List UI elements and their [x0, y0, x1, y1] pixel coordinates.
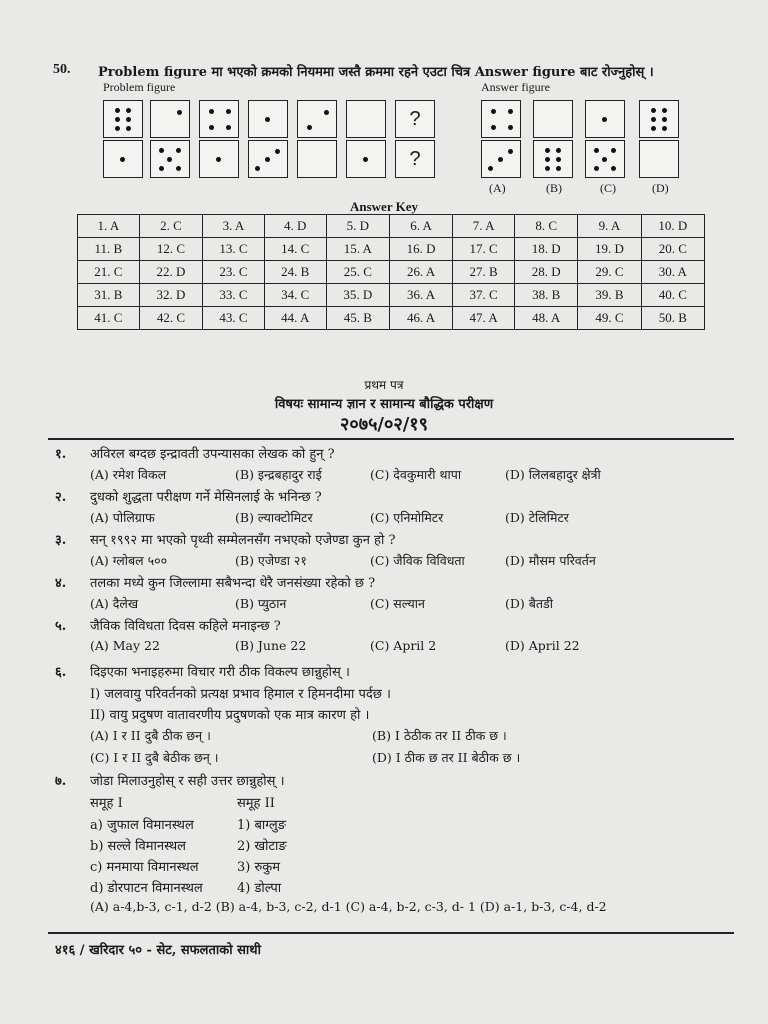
option-b[interactable]: (B) ल्याक्टोमिटर	[235, 510, 313, 525]
question-number: ६.	[55, 665, 67, 680]
match-left-item: b) सल्ले विमानस्थल	[90, 839, 186, 854]
answer-key-cell: 22. D	[139, 261, 202, 284]
answer-key-cell: 3. A	[203, 215, 265, 238]
match-right-item: 2) खोटाङ	[237, 839, 287, 854]
option-d[interactable]: (D) I ठीक छ तर II बेठीक छ ।	[372, 750, 521, 765]
match-answer-options[interactable]: (A) a-4,b-3, c-1, d-2 (B) a-4, b-3, c-2, d-1 (C) a-4, b-2, c-3, d- 1 (D) a-1, b-3, c-4, d-2	[90, 899, 607, 914]
exam-date: २०७५/०२/१९	[339, 414, 429, 435]
question-text: तलका मध्ये कुन जिल्लामा सबैभन्दा धेरै जनसंख्या रहेको छ ?	[90, 576, 376, 591]
figure-box-unknown: ?	[395, 100, 435, 138]
answer-key-cell: 15. A	[326, 238, 389, 261]
answer-key-cell: 41. C	[78, 307, 140, 330]
footer-divider	[48, 932, 734, 934]
answer-key-cell: 17. C	[453, 238, 515, 261]
figure-box	[346, 140, 386, 178]
answer-option-a[interactable]	[481, 100, 521, 138]
answer-key-cell: 4. D	[264, 215, 326, 238]
question-text: दिइएका भनाइहरुमा विचार गरी ठीक विकल्प छान्नुहोस् ।	[90, 665, 350, 680]
answer-key-cell: 10. D	[641, 215, 704, 238]
answer-key-cell: 35. D	[326, 284, 389, 307]
answer-option-c[interactable]	[585, 100, 625, 138]
figure-box	[150, 100, 190, 138]
option-c[interactable]: (C) April 2	[370, 638, 437, 653]
option-a[interactable]: (A) पोलिग्राफ	[90, 510, 155, 525]
option-c[interactable]: (C) देवकुमारी थापा	[370, 467, 462, 482]
option-a[interactable]: (A) दैलेख	[90, 596, 139, 611]
figure-box	[103, 140, 143, 178]
answer-key-cell: 21. C	[78, 261, 140, 284]
option-d[interactable]: (D) लिलबहादुर क्षेत्री	[505, 467, 601, 482]
figure-box	[346, 100, 386, 138]
figure-box	[248, 100, 288, 138]
answer-key-cell: 38. B	[515, 284, 578, 307]
answer-key-cell: 19. D	[578, 238, 641, 261]
match-left-item: a) जुफाल विमानस्थल	[90, 818, 194, 833]
option-label: (B)	[546, 181, 562, 195]
option-c[interactable]: (C) I र II दुबै बेठीक छन् ।	[90, 750, 219, 765]
option-d[interactable]: (D) टेलिमिटर	[505, 510, 569, 525]
option-c[interactable]: (C) सल्यान	[370, 596, 425, 611]
answer-key-row	[78, 215, 705, 238]
answer-key-cell: 11. B	[78, 238, 140, 261]
option-d[interactable]: (D) April 22	[505, 638, 580, 653]
figure-box	[150, 140, 190, 178]
answer-key-cell: 12. C	[139, 238, 202, 261]
answer-figure-label: Answer figure	[481, 80, 550, 94]
statement-2: II) वायु प्रदुषण वातावरणीय प्रदुषणको एक मात्र कारण हो ।	[90, 708, 370, 723]
question-text: Problem figure मा भएको क्रमको नियममा जस्तै क्रममा रहने एउटा चित्र Answer figure बाट रोज्नुहोस् ।	[98, 65, 654, 80]
option-a[interactable]: (A) रमेश विकल	[90, 467, 167, 482]
answer-key-cell: 46. A	[389, 307, 452, 330]
answer-key-cell: 9. A	[578, 215, 641, 238]
option-a[interactable]: (A) I र II दुबै ठीक छन् ।	[90, 728, 211, 743]
statement-1: I) जलवायु परिवर्तनको प्रत्यक्ष प्रभाव हिमाल र हिमनदीमा पर्दछ ।	[90, 687, 391, 702]
option-b[interactable]: (B) एजेण्डा २१	[235, 553, 307, 568]
question-number: १.	[55, 447, 67, 462]
answer-key-cell: 47. A	[453, 307, 515, 330]
question-text: अविरल बग्दछ इन्द्रावती उपन्यासका लेखक को हुन् ?	[90, 447, 335, 462]
figure-box	[297, 100, 337, 138]
question-text: सन् १९९२ मा भएको पृथ्वी सम्मेलनसँग नभएको एजेण्डा कुन हो ?	[90, 533, 396, 548]
answer-key-cell: 23. C	[203, 261, 265, 284]
answer-key-cell: 6. A	[389, 215, 452, 238]
answer-key-cell: 37. C	[453, 284, 515, 307]
answer-key-cell: 49. C	[578, 307, 641, 330]
answer-key-row	[78, 261, 705, 284]
question-text: जैविक विविधता दिवस कहिले मनाइन्छ ?	[90, 619, 281, 634]
answer-key-row	[78, 238, 705, 261]
answer-key-cell: 16. D	[389, 238, 452, 261]
answer-option-b[interactable]	[533, 140, 573, 178]
answer-key-cell: 14. C	[264, 238, 326, 261]
answer-key-cell: 5. D	[326, 215, 389, 238]
answer-key-cell: 7. A	[453, 215, 515, 238]
answer-key-cell: 18. D	[515, 238, 578, 261]
option-b[interactable]: (B) प्युठान	[235, 596, 287, 611]
figure-box	[248, 140, 288, 178]
option-b[interactable]: (B) इन्द्रबहादुर राई	[235, 467, 322, 482]
answer-option-d[interactable]	[639, 100, 679, 138]
answer-key-cell: 28. D	[515, 261, 578, 284]
answer-key-cell: 42. C	[139, 307, 202, 330]
answer-key-row	[78, 307, 705, 330]
problem-figure-label: Problem figure	[103, 80, 176, 94]
answer-key-cell: 39. B	[578, 284, 641, 307]
answer-key-cell: 8. C	[515, 215, 578, 238]
answer-key-cell: 50. B	[641, 307, 704, 330]
page-footer: ४१६ / खरिदार ५० - सेट, सफलताको साथी	[55, 943, 261, 958]
answer-key-cell: 31. B	[78, 284, 140, 307]
answer-key-cell: 20. C	[641, 238, 704, 261]
answer-key-cell: 1. A	[78, 215, 140, 238]
question-number: ४.	[55, 576, 67, 591]
question-text: दुधको शुद्धता परीक्षण गर्ने मेसिनलाई के भनिन्छ ?	[90, 490, 322, 505]
answer-key-table	[77, 214, 705, 330]
option-d[interactable]: (D) मौसम परिवर्तन	[505, 553, 596, 568]
answer-key-cell: 48. A	[515, 307, 578, 330]
match-left-item: c) मनमाया विमानस्थल	[90, 860, 199, 875]
answer-key-cell: 45. B	[326, 307, 389, 330]
answer-key-cell: 2. C	[139, 215, 202, 238]
option-c[interactable]: (C) एनिमोमिटर	[370, 510, 444, 525]
match-right-item: 1) बाग्लुङ	[237, 818, 287, 833]
figure-box	[297, 140, 337, 178]
answer-key-cell: 13. C	[203, 238, 265, 261]
paper-label: प्रथम पत्र	[364, 378, 404, 392]
group-1-heading: समूह I	[90, 796, 123, 811]
answer-option-a[interactable]	[481, 140, 521, 178]
option-b[interactable]: (B) I ठेठीक तर II ठीक छ ।	[372, 728, 507, 743]
option-a[interactable]: (A) ग्लोबल ५००	[90, 553, 168, 568]
answer-key-cell: 36. A	[389, 284, 452, 307]
match-right-item: 4) डोल्पा	[237, 881, 282, 896]
answer-key-cell: 24. B	[264, 261, 326, 284]
option-c[interactable]: (C) जैविक विविधता	[370, 553, 465, 568]
question-number: २.	[55, 490, 67, 505]
question-number: 50.	[53, 62, 71, 77]
question-number: ३.	[55, 533, 67, 548]
answer-key-row	[78, 284, 705, 307]
option-label: (D)	[652, 181, 669, 195]
divider	[48, 438, 734, 440]
answer-option-d[interactable]	[639, 140, 679, 178]
figure-box	[199, 100, 239, 138]
answer-key-cell: 27. B	[453, 261, 515, 284]
figure-box-unknown: ?	[395, 140, 435, 178]
question-number: ७.	[55, 774, 67, 789]
answer-option-c[interactable]	[585, 140, 625, 178]
option-b[interactable]: (B) June 22	[235, 638, 307, 653]
question-number: ५.	[55, 619, 67, 634]
figure-box	[199, 140, 239, 178]
question-text: जोडा मिलाउनुहोस् र सही उत्तर छान्नुहोस् ।	[90, 774, 285, 789]
answer-option-b[interactable]	[533, 100, 573, 138]
answer-key-cell: 30. A	[641, 261, 704, 284]
option-label: (C)	[600, 181, 616, 195]
answer-key-cell: 26. A	[389, 261, 452, 284]
match-right-item: 3) रुकुम	[237, 860, 281, 875]
option-d[interactable]: (D) बैतडी	[505, 596, 553, 611]
answer-key-cell: 32. D	[139, 284, 202, 307]
option-a[interactable]: (A) May 22	[90, 638, 160, 653]
answer-key-cell: 43. C	[203, 307, 265, 330]
answer-key-cell: 25. C	[326, 261, 389, 284]
match-left-item: d) डोरपाटन विमानस्थल	[90, 881, 203, 896]
subject-title: विषयः सामान्य ज्ञान र सामान्य बौद्धिक परीक्षण	[274, 397, 494, 412]
answer-key-cell: 40. C	[641, 284, 704, 307]
option-label: (A)	[489, 181, 506, 195]
figure-box	[103, 100, 143, 138]
group-2-heading: समूह II	[237, 796, 275, 811]
answer-key-title: Answer Key	[349, 199, 418, 214]
answer-key-cell: 29. C	[578, 261, 641, 284]
answer-key-cell: 44. A	[264, 307, 326, 330]
answer-key-cell: 33. C	[203, 284, 265, 307]
answer-key-cell: 34. C	[264, 284, 326, 307]
